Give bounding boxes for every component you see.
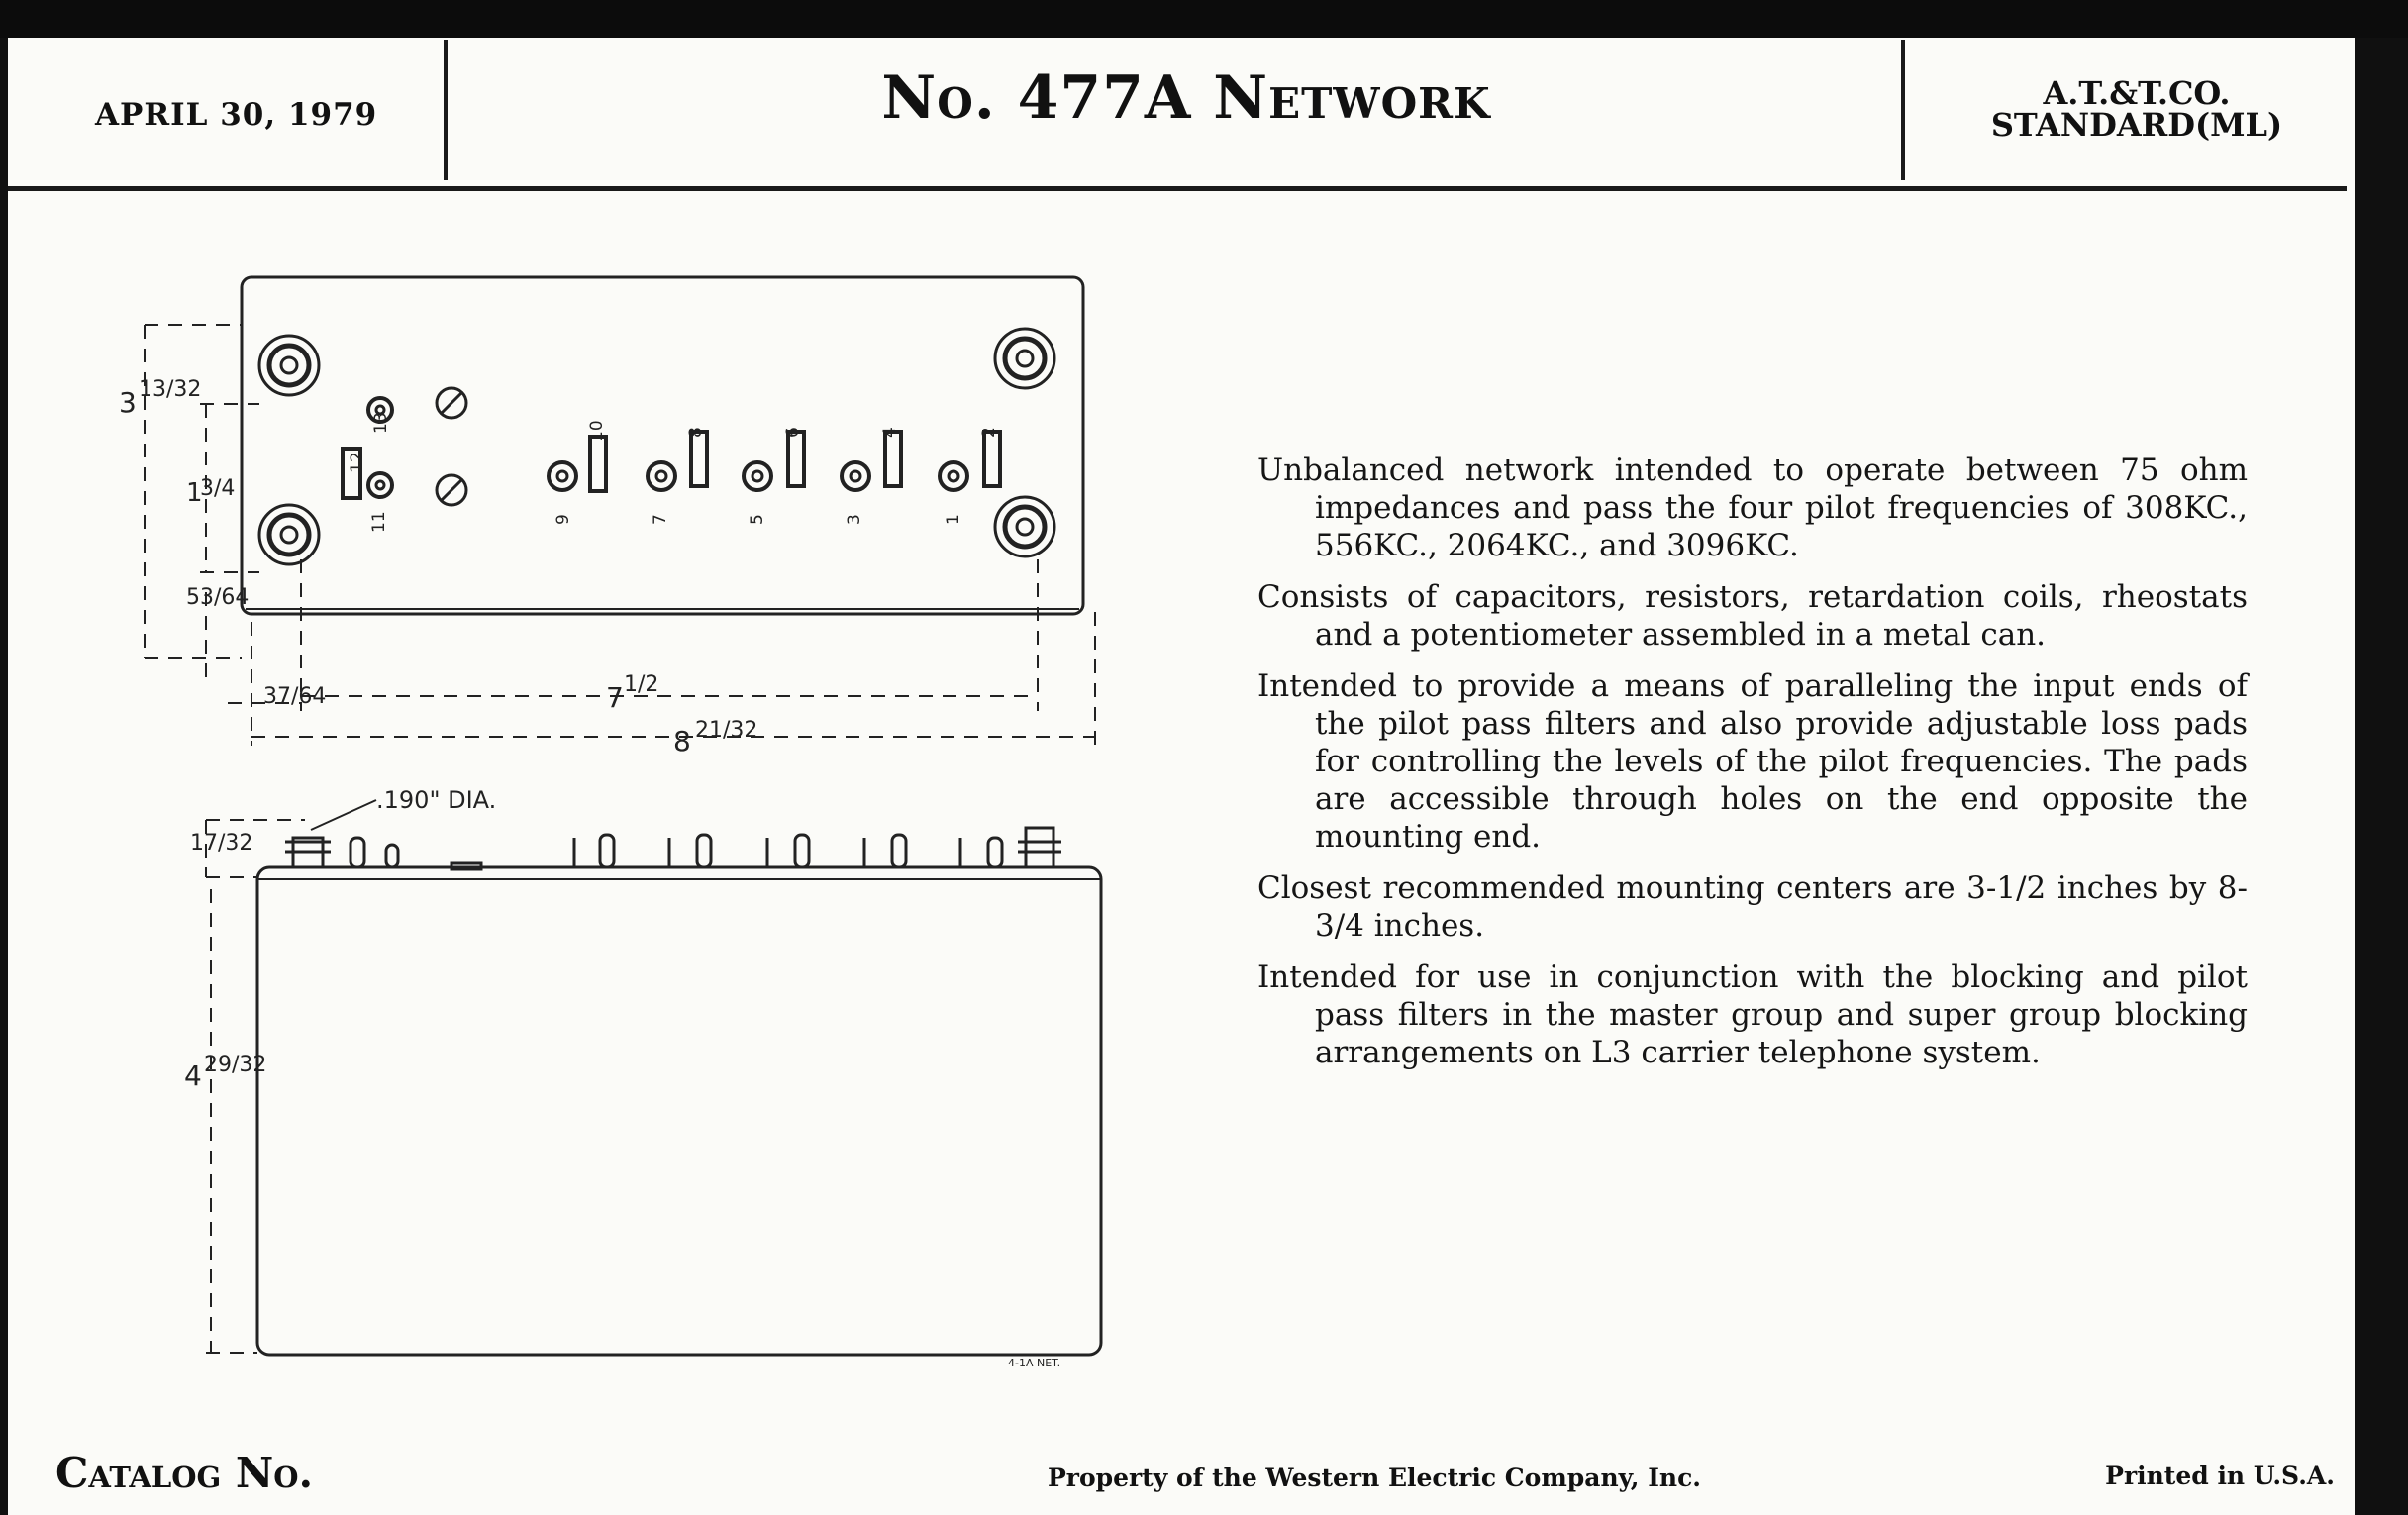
svg-text:13: 13 [371, 412, 391, 434]
svg-text:10: 10 [587, 420, 607, 442]
scan-top-border [0, 0, 2408, 38]
dim-height-frac: 13/32 [139, 377, 202, 402]
mounting-stud-bottom-right [995, 497, 1054, 556]
svg-text:6: 6 [783, 427, 803, 438]
description-paragraph-3: Intended to provide a means of paralleling the input ends of the pilot pass filters and also provide adjustable loss pads for controlling the levels of the pilot frequencies. The pads are accessible through holes on the end opposite the mounting end. [1257, 668, 2248, 855]
side-view-can [257, 867, 1101, 1355]
description-paragraph-1: Unbalanced network intended to operate between 75 ohm impedances and pass the four pilot frequencies of 308KC., 556KC., 2064KC., and 3096KC. [1257, 453, 2248, 563]
dim-length-frac: 21/32 [695, 718, 758, 743]
svg-text:8: 8 [686, 427, 706, 438]
top-view-outline [242, 277, 1083, 614]
dim-terminal-height-frac: 17/32 [190, 831, 253, 856]
drawing-code: 4-1A NET. [1008, 1357, 1061, 1369]
dim-length-whole: 8 [673, 725, 691, 758]
svg-text:5: 5 [748, 514, 767, 525]
side-terminals [285, 828, 1061, 869]
terminal-pair-9-10 [549, 437, 606, 491]
terminal-pair-5-6 [744, 432, 804, 490]
svg-text:9: 9 [553, 514, 573, 525]
dim-hole-dia: .190" DIA. [376, 786, 497, 814]
dim-height-whole: 3 [119, 386, 137, 419]
catalog-number-label: Catalog No. [55, 1449, 314, 1497]
svg-text:2: 2 [979, 427, 999, 438]
description-paragraph-4: Closest recommended mounting centers are 3-1/2 inches by 8-3/4 inches. [1257, 870, 2248, 944]
svg-text:7: 7 [651, 514, 670, 525]
dim-mount-centers-frac: 1/2 [624, 672, 659, 697]
catalog-sheet [8, 38, 2355, 1515]
scan-right-border [2355, 38, 2408, 1515]
description-text [1257, 452, 2248, 1125]
svg-text:11: 11 [369, 511, 389, 533]
dim-can-height-frac: 29/32 [204, 1053, 267, 1077]
svg-text:1: 1 [944, 514, 963, 525]
mounting-stud-top-left [259, 336, 319, 395]
dim-can-height-whole: 4 [184, 1060, 202, 1092]
description-paragraph-2: Consists of capacitors, resistors, retardation coils, rheostats and a potentiometer assembled in a metal can. [1257, 579, 2248, 653]
adjust-screw-upper [437, 388, 466, 418]
terminal-pair-1-2 [940, 432, 1000, 490]
page-title: No. 477A Network [881, 63, 1491, 133]
description-paragraph-5: Intended for use in conjunction with the blocking and pilot pass filters in the master group and super group blocking arrangements on L3 carrier telephone system. [1257, 960, 2248, 1070]
dim-mount-centers-whole: 7 [606, 681, 624, 714]
mounting-stud-bottom-left [259, 505, 319, 564]
dim-left-offset-frac: 37/64 [263, 684, 327, 709]
dim-bottom-offset-frac: 53/64 [186, 585, 250, 610]
standard-line-1: A.T.&T.CO. [2043, 74, 2231, 112]
terminal-pair-7-8 [648, 432, 707, 490]
standard-line-2: STANDARD(ML) [1990, 106, 2283, 144]
svg-text:3: 3 [845, 514, 864, 525]
dim-mount-spacing-frac: 3/4 [200, 476, 236, 501]
terminal-pair-3-4 [842, 432, 901, 490]
mounting-stud-top-right [995, 329, 1054, 388]
network-outline-drawing [8, 38, 1196, 1424]
issue-date: APRIL 30, 1979 [95, 97, 378, 133]
dim-mount-spacing-whole: 1 [186, 478, 203, 508]
standard-designation [1929, 74, 2345, 176]
printed-in-notice: Printed in U.S.A. [2105, 1462, 2335, 1490]
property-notice: Property of the Western Electric Company, Inc. [1047, 1464, 1701, 1492]
svg-text:12: 12 [348, 452, 367, 473]
adjust-screw-lower [437, 475, 466, 505]
svg-text:4: 4 [880, 427, 900, 438]
